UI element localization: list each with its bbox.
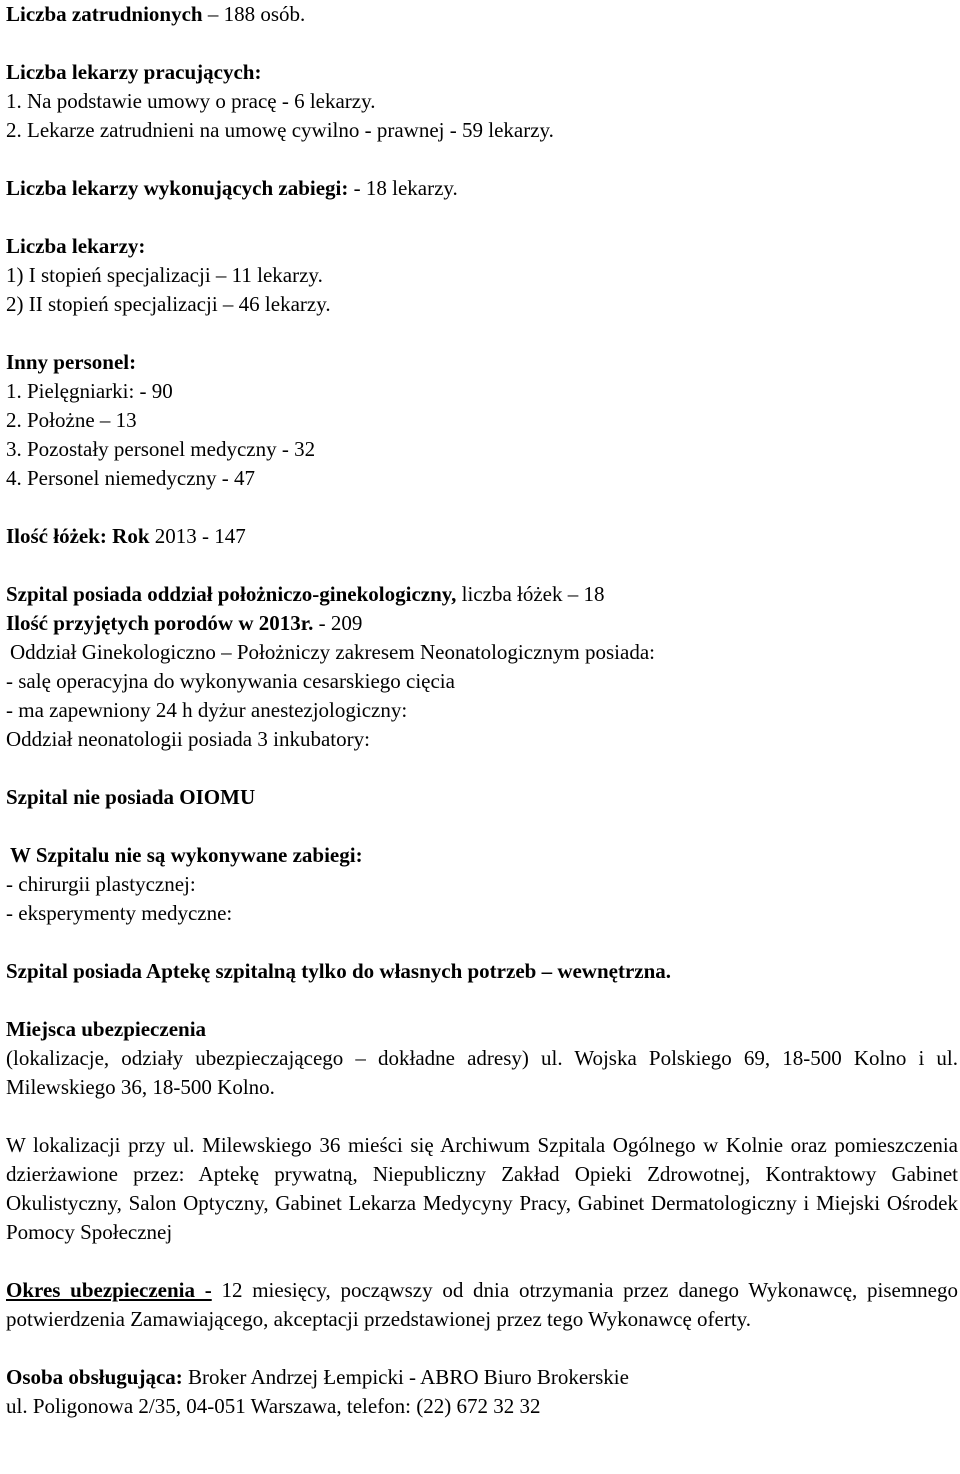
maternity-line-2: [6, 609, 958, 638]
births-label: Ilość przyjętych porodów w 2013r.: [6, 611, 314, 635]
employees-label: Liczba zatrudnionych: [6, 2, 203, 26]
maternity-ward-label: Szpital posiada oddział położniczo-ginekologiczny,: [6, 582, 457, 606]
spacer: [6, 986, 958, 1015]
spacer: [6, 319, 958, 348]
doctors-working-item: 2. Lekarze zatrudnieni na umowę cywilno - prawnej - 59 lekarzy.: [6, 118, 554, 142]
document: [6, 0, 958, 1421]
doctors-procedures-value: - 18 lekarzy.: [348, 176, 458, 200]
beds-line: [6, 522, 958, 551]
doctors-count-item: 2) II stopień specjalizacji – 46 lekarzy.: [6, 292, 331, 316]
insurance-period-label: Okres ubezpieczenia -: [6, 1278, 212, 1302]
spacer: [6, 1102, 958, 1131]
insurance-period-text: 12 miesięcy, począwszy od dnia otrzymania przez danego Wykonawcę, pisemnego potwierdzenia Zamawiającego, akceptacji przedstawionej przez tego Wykonawcę oferty.: [6, 1278, 958, 1331]
spacer: [6, 754, 958, 783]
maternity-line-5: - ma zapewniony 24 h dyżur anestezjologiczny:: [6, 698, 408, 722]
maternity-line-6: Oddział neonatologii posiada 3 inkubatory:: [6, 727, 370, 751]
doctors-count-item: 1) I stopień specjalizacji – 11 lekarzy.: [6, 263, 323, 287]
other-staff-item: 2. Położne – 13: [6, 408, 137, 432]
doctors-procedures-line: [6, 174, 958, 203]
maternity-line-1: [6, 580, 958, 609]
other-staff-item: 1. Pielęgniarki: - 90: [6, 379, 173, 403]
maternity-line-4: - salę operacyjna do wykonywania cesarskiego cięcia: [6, 669, 455, 693]
doctors-working-item: 1. Na podstawie umowy o pracę - 6 lekarzy.: [6, 89, 376, 113]
pharmacy-line: Szpital posiada Aptekę szpitalną tylko do własnych potrzeb – wewnętrzna.: [6, 959, 672, 983]
spacer: [6, 1247, 958, 1276]
spacer: [6, 29, 958, 58]
other-staff-heading: Inny personel:: [6, 350, 137, 374]
spacer: [6, 145, 958, 174]
milewskiego-paragraph: W lokalizacji przy ul. Milewskiego 36 mieści się Archiwum Szpitala Ogólnego w Kolnie oraz pomieszczenia dzierżawione przez: Aptekę prywatną, Niepubliczny Zakład Opieki Zdrowotnej, Kontraktowy Gabinet Okulistyczny, Salon Optyczny, Gabinet Lekarza Medycyny Pracy, Gabinet Dermatologiczny i Miejski Ośrodek Pomocy Społecznej: [6, 1133, 958, 1244]
spacer: [6, 493, 958, 522]
doctors-working-heading: Liczba lekarzy pracujących:: [6, 60, 262, 84]
doctors-count-heading: Liczba lekarzy:: [6, 234, 146, 258]
oiomu-line: Szpital nie posiada OIOMU: [6, 785, 256, 809]
other-staff-item: 3. Pozostały personel medyczny - 32: [6, 437, 316, 461]
maternity-line-3: Oddział Ginekologiczno – Położniczy zakresem Neonatologicznym posiada:: [10, 640, 655, 664]
contact-label: Osoba obsługująca:: [6, 1365, 183, 1389]
locations-heading: Miejsca ubezpieczenia: [6, 1017, 207, 1041]
doctors-procedures-label: Liczba lekarzy wykonujących zabiegi:: [6, 176, 349, 200]
births-value: - 209: [313, 611, 363, 635]
spacer: [6, 203, 958, 232]
locations-text: (lokalizacje, odziały ubezpieczającego – dokładne adresy) ul. Wojska Polskiego 69, 18-500 Kolno i ul. Milewskiego 36, 18-500 Kolno.: [6, 1046, 958, 1099]
contact-value: Broker Andrzej Łempicki - ABRO Biuro Brokerskie: [182, 1365, 629, 1389]
contact-address: ul. Poligonowa 2/35, 04-051 Warszawa, telefon: (22) 672 32 32: [6, 1394, 541, 1418]
spacer: [6, 551, 958, 580]
employees-value: – 188 osób.: [202, 2, 306, 26]
maternity-beds: liczba łóżek – 18: [456, 582, 605, 606]
contact-line: [6, 1363, 958, 1392]
not-performed-item: - chirurgii plastycznej:: [6, 872, 196, 896]
spacer: [6, 1334, 958, 1363]
spacer: [6, 812, 958, 841]
employees-line: [6, 0, 958, 29]
beds-value: 2013 - 147: [154, 524, 246, 548]
other-staff-item: 4. Personel niemedyczny - 47: [6, 466, 256, 490]
insurance-period-paragraph: [6, 1276, 958, 1334]
not-performed-item: - eksperymenty medyczne:: [6, 901, 233, 925]
not-performed-heading: W Szpitalu nie są wykonywane zabiegi:: [10, 843, 363, 867]
beds-label: Ilość łóżek: Rok: [6, 524, 155, 548]
spacer: [6, 928, 958, 957]
